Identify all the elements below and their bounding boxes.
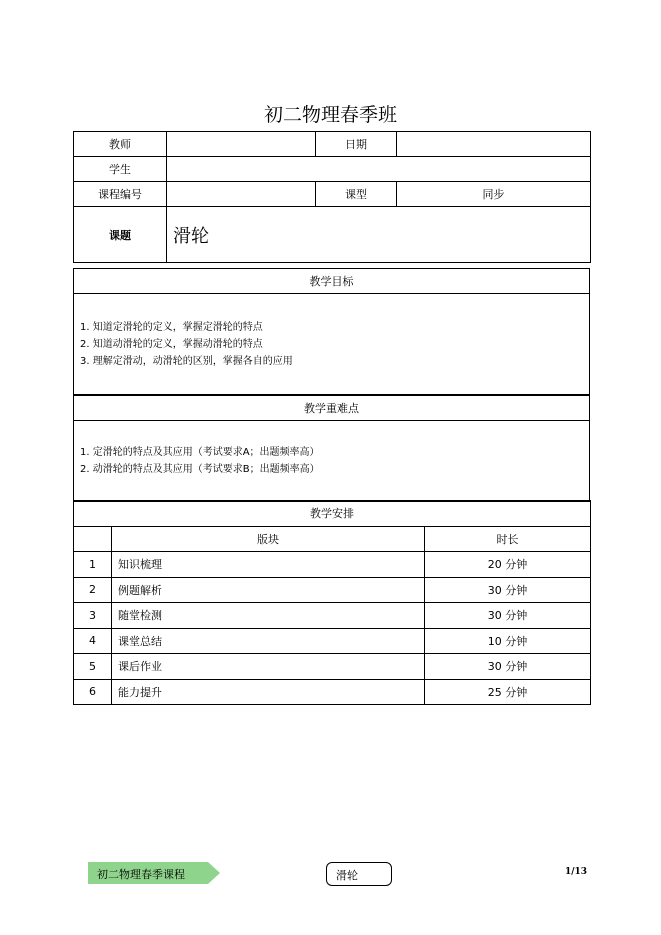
row-block-name: 课堂总结 — [112, 628, 425, 654]
table-row — [74, 654, 591, 680]
table-row — [74, 679, 591, 705]
key-points-table — [73, 395, 590, 502]
teacher-label: 教师 — [74, 132, 167, 157]
schedule-block-header: 版块 — [112, 526, 425, 552]
course-no-value — [167, 182, 316, 207]
row-number: 6 — [74, 679, 112, 705]
objective-item: 2. 知道动滑轮的定义，掌握动滑轮的特点 — [80, 338, 263, 350]
objective-item: 1. 知道定滑轮的定义，掌握定滑轮的特点 — [80, 321, 263, 333]
schedule-heading: 教学安排 — [74, 501, 591, 527]
topic-value: 滑轮 — [167, 207, 591, 263]
row-number: 1 — [74, 552, 112, 578]
table-row — [74, 628, 591, 654]
row-block-name: 知识梳理 — [112, 552, 425, 578]
course-tag — [88, 862, 222, 884]
objectives-table — [73, 268, 590, 395]
course-no-label: 课程编号 — [74, 182, 167, 207]
course-type-value: 同步 — [397, 182, 591, 207]
row-duration: 20 分钟 — [425, 552, 591, 578]
course-info-table — [73, 131, 591, 263]
key-point-item: 2. 动滑轮的特点及其应用（考试要求B；出题频率高） — [80, 464, 320, 475]
row-duration: 30 分钟 — [425, 654, 591, 680]
date-label: 日期 — [316, 132, 397, 157]
date-value — [397, 132, 591, 157]
row-duration: 10 分钟 — [425, 628, 591, 654]
topic-tag-label: 滑轮 — [336, 869, 358, 882]
table-row — [74, 603, 591, 629]
course-type-label: 课型 — [316, 182, 397, 207]
key-points-heading: 教学重难点 — [74, 396, 590, 421]
key-point-item: 1. 定滑轮的特点及其应用（考试要求A；出题频率高） — [80, 447, 320, 458]
student-label: 学生 — [74, 157, 167, 182]
table-row — [74, 552, 591, 578]
teacher-value — [167, 132, 316, 157]
row-block-name: 随堂检测 — [112, 603, 425, 629]
table-row — [74, 577, 591, 603]
schedule-table — [73, 500, 591, 705]
key-points-body — [74, 421, 590, 502]
course-tag-label: 初二物理春季课程 — [97, 868, 185, 881]
objectives-body — [74, 294, 590, 395]
row-number: 3 — [74, 603, 112, 629]
objectives-heading: 教学目标 — [74, 269, 590, 294]
row-duration: 30 分钟 — [425, 603, 591, 629]
row-number: 5 — [74, 654, 112, 680]
row-block-name: 例题解析 — [112, 577, 425, 603]
page-number: 1/13 — [565, 867, 588, 877]
row-number: 4 — [74, 628, 112, 654]
row-duration: 25 分钟 — [425, 679, 591, 705]
page-title: 初二物理春季班 — [263, 104, 397, 126]
schedule-duration-header: 时长 — [425, 526, 591, 552]
row-block-name: 课后作业 — [112, 654, 425, 680]
schedule-no-header — [74, 526, 112, 552]
objective-item: 3. 理解定滑动，动滑轮的区别，掌握各自的应用 — [80, 355, 293, 367]
topic-label: 课题 — [74, 207, 167, 263]
row-duration: 30 分钟 — [425, 577, 591, 603]
row-block-name: 能力提升 — [112, 679, 425, 705]
student-value — [167, 157, 591, 182]
row-number: 2 — [74, 577, 112, 603]
topic-tag — [326, 862, 392, 886]
